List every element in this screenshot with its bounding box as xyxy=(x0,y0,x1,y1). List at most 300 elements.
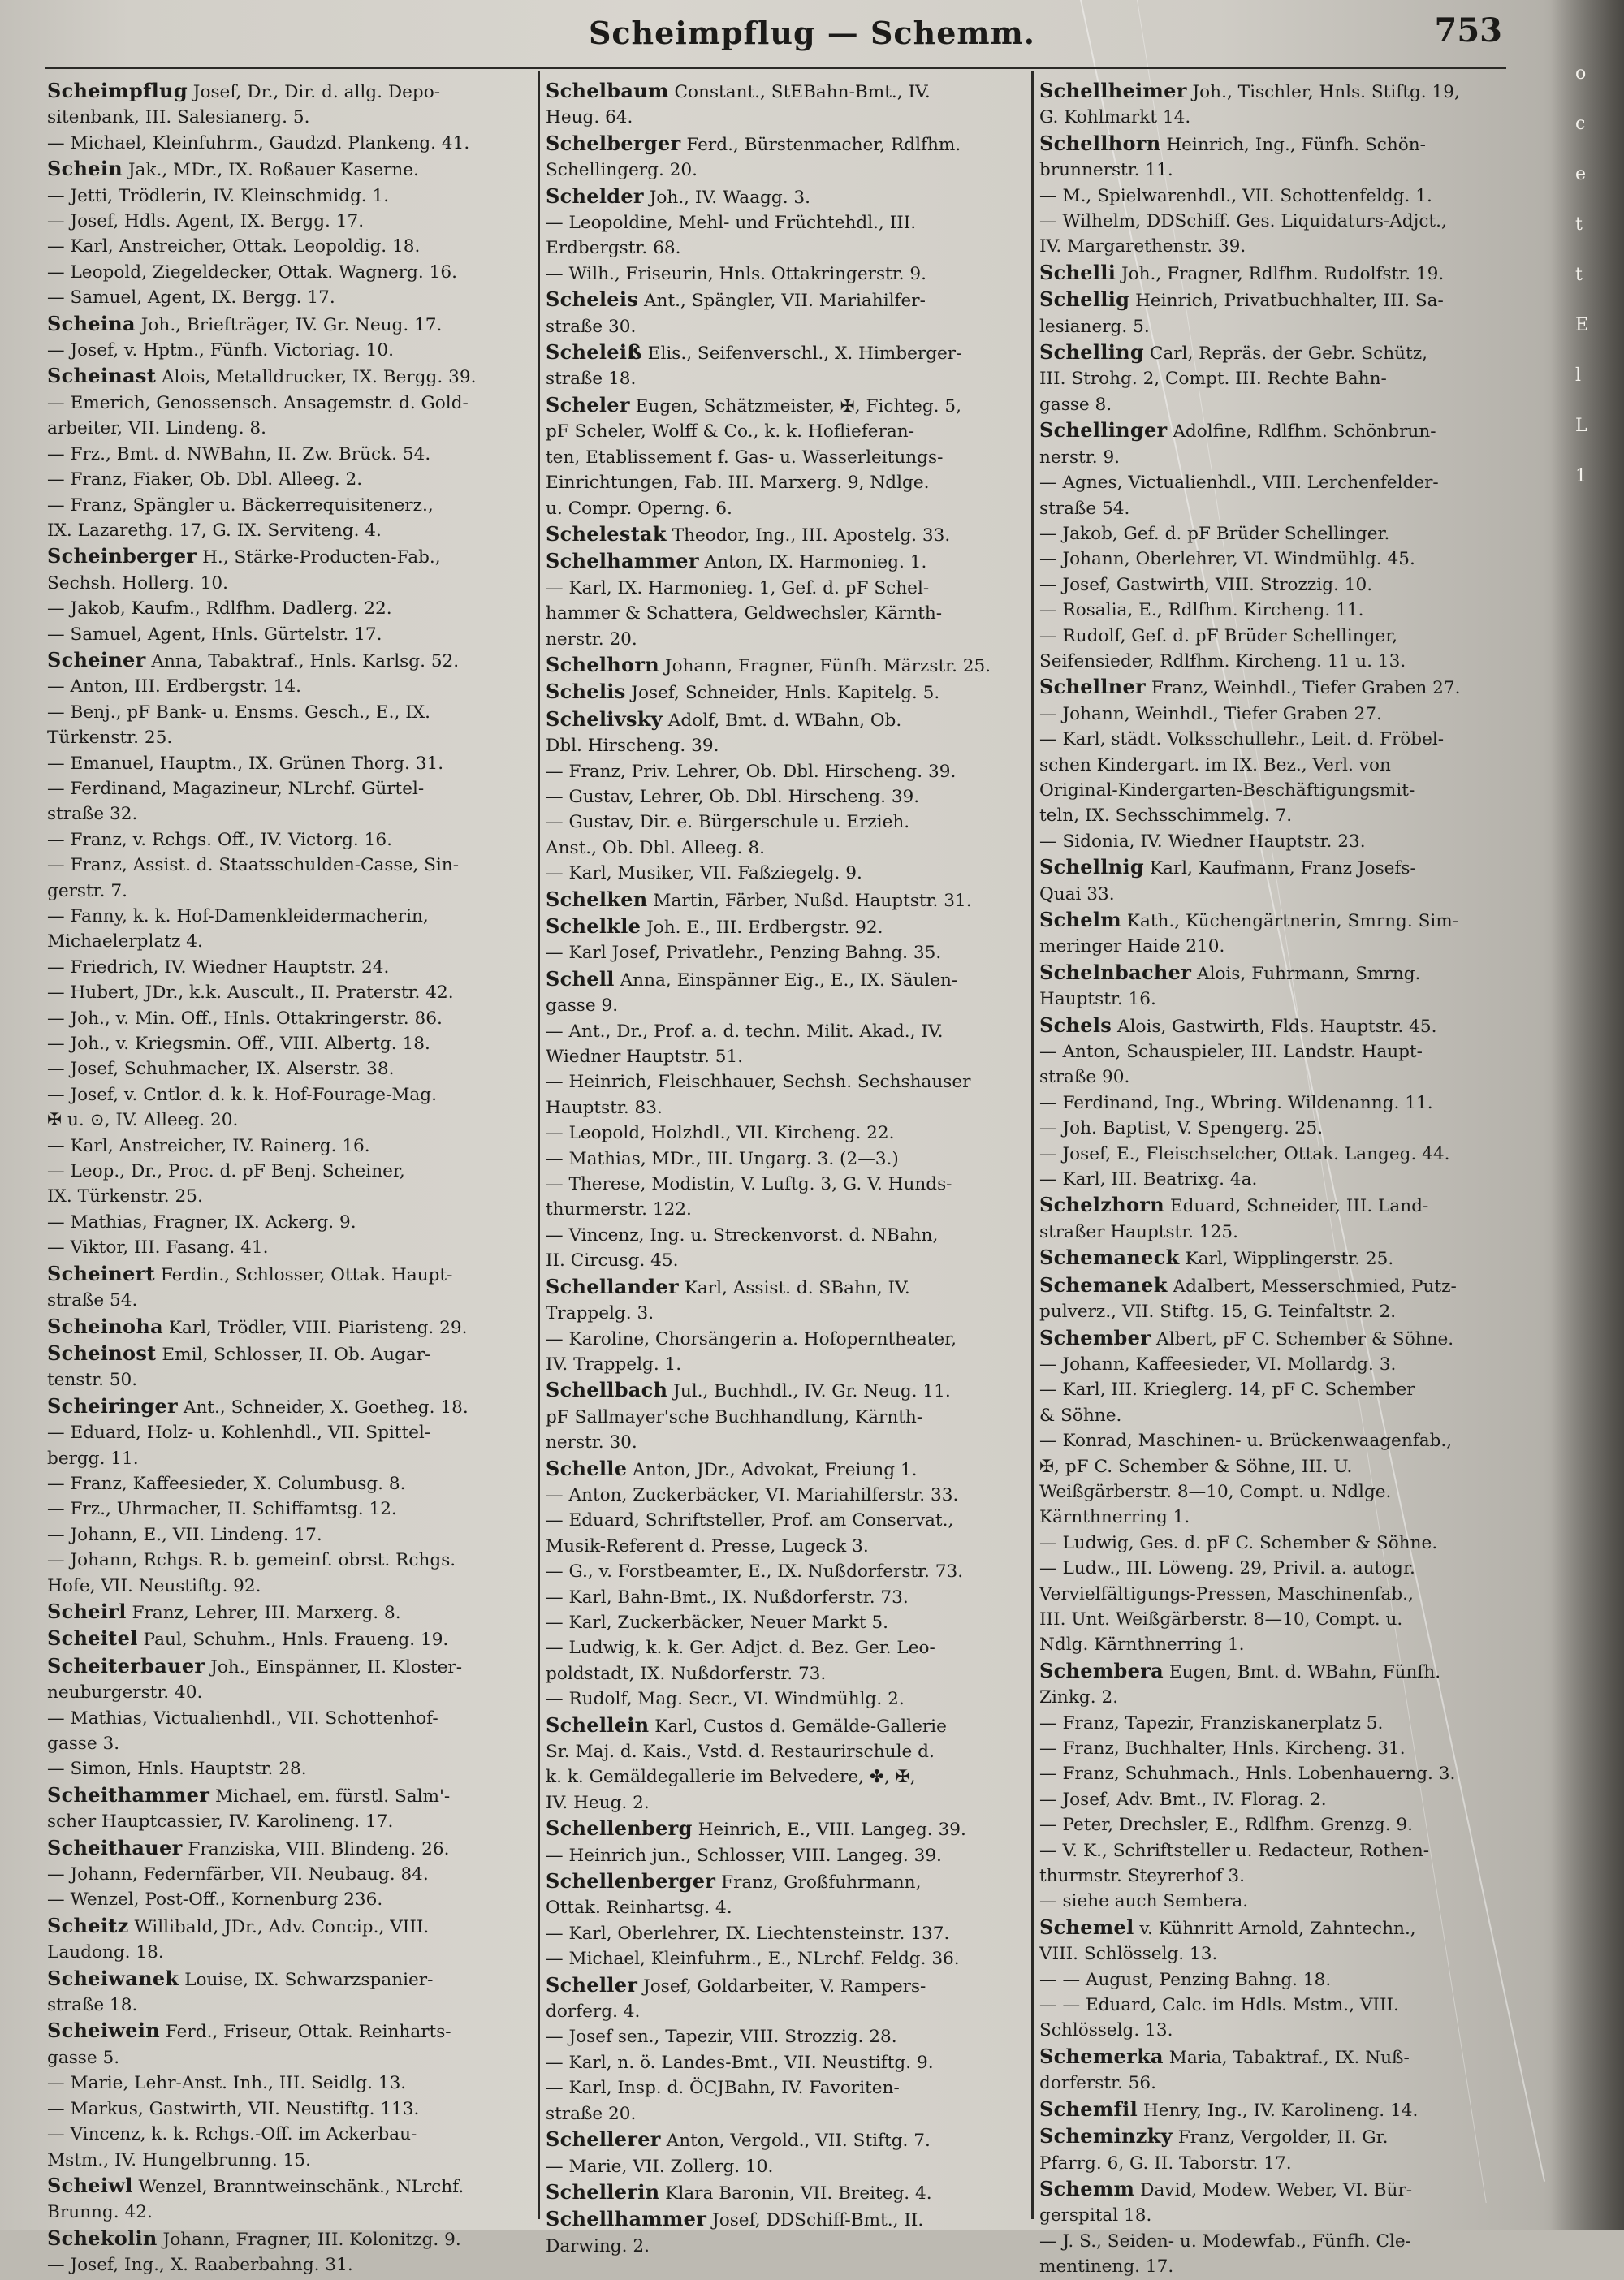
entry-line: — Karl Josef, Privatlehr., Penzing Bahng. 35. xyxy=(546,943,942,964)
entry-line: Sr. Maj. d. Kais., Vstd. d. Restaurirschule d. xyxy=(546,1742,935,1762)
entry-line: — Mathias, MDr., III. Ungarg. 3. (2—3.) xyxy=(546,1148,899,1169)
directory-entry xyxy=(1039,521,1510,546)
directory-entry xyxy=(546,2050,1033,2075)
directory-entry xyxy=(47,1235,534,1260)
entry-surname: Schelling xyxy=(1039,340,1144,365)
directory-entry xyxy=(47,285,534,310)
entry-line: — Konrad, Maschinen- u. Brückenwaagenfab., xyxy=(1039,1431,1453,1452)
entry-line: Schein Jak., MDr., IX. Roßauer Kaserne. xyxy=(47,157,419,181)
entry-line: mentineng. 17. xyxy=(1039,2256,1174,2278)
directory-entry xyxy=(47,647,534,674)
entry-surname: Scheinberger xyxy=(47,544,197,568)
directory-entry xyxy=(1039,960,1510,1013)
directory-entry xyxy=(546,1635,1033,1686)
entry-line: — Johann, Oberlehrer, VI. Windmühlg. 45. xyxy=(1039,549,1415,570)
directory-entry xyxy=(47,674,534,699)
directory-entry xyxy=(1039,339,1510,417)
entry-line: Scheiwein Ferd., Friseur, Ottak. Reinharts- xyxy=(47,2019,451,2043)
entry-line: Schellingerg. 20. xyxy=(546,160,698,181)
directory-entry xyxy=(47,1913,534,1966)
entry-surname: Scheminzky xyxy=(1039,2124,1173,2148)
entry-line: Mstm., IV. Hungelbrunng. 15. xyxy=(47,2149,311,2170)
directory-entry xyxy=(1039,184,1510,209)
entry-line: neuburgerstr. 40. xyxy=(47,1682,203,1704)
entry-surname: Schembera xyxy=(1039,1658,1164,1682)
entry-line: meringer Haide 210. xyxy=(1039,936,1225,957)
entry-line: Schemfil Henry, Ing., IV. Karolineng. 14. xyxy=(1039,2096,1419,2121)
entry-line: — Karl, Oberlehrer, IX. Liechtensteinstr. 137. xyxy=(546,1923,950,1944)
directory-entry xyxy=(546,1585,1033,1610)
entry-line: — Joh., v. Min. Off., Hnls. Ottakringerstr. 86. xyxy=(47,1008,443,1029)
directory-entry xyxy=(47,1756,534,1781)
entry-line: gerstr. 7. xyxy=(47,880,127,901)
entry-line: Schellander Karl, Assist. d. SBahn, IV. xyxy=(546,1274,910,1298)
entry-surname: Schekolin xyxy=(47,2226,158,2250)
directory-entry xyxy=(546,521,1033,548)
entry-surname: Schellheimer xyxy=(1039,79,1187,102)
entry-line: Schellhammer Josef, DDSchiff-Bmt., II. xyxy=(546,2207,924,2231)
entry-line: — Joh., v. Kriegsmin. Off., VIII. Albertg. 18. xyxy=(47,1034,430,1055)
entry-line: Scheimpflug Josef, Dr., Dir. d. allg. Depo- xyxy=(47,79,441,102)
entry-surname: Schelis xyxy=(546,680,626,704)
entry-line: — Rosalia, E., Rdlfhm. Kircheng. 11. xyxy=(1039,600,1364,621)
directory-entry xyxy=(47,442,534,467)
entry-surname: Scheller xyxy=(546,1972,638,1997)
entry-line: — Simon, Hnls. Hauptstr. 28. xyxy=(47,1759,307,1780)
entry-surname: Schellig xyxy=(1039,287,1130,312)
entry-line: III. Strohg. 2, Compt. III. Rechte Bahn- xyxy=(1039,369,1387,390)
entry-line: — Anton, Schauspieler, III. Landstr. Haupt- xyxy=(1039,1042,1423,1063)
directory-entry xyxy=(47,2173,534,2226)
entry-line: — Rudolf, Gef. d. pF Brüder Schellinger, xyxy=(1039,625,1398,646)
entry-surname: Schelle xyxy=(546,1456,628,1480)
edge-mark: t xyxy=(1575,265,1583,285)
directory-entry xyxy=(47,853,534,904)
entry-line: — Johann, Federnfärber, VII. Neubaug. 84. xyxy=(47,1864,429,1885)
entry-line: Hauptstr. 83. xyxy=(546,1097,663,1118)
entry-surname: Schellerin xyxy=(546,2179,660,2204)
entry-line: schen Kindergart. im IX. Bez., Verl. von xyxy=(1039,754,1391,775)
entry-surname: Schellenberg xyxy=(546,1816,693,1841)
directory-entry xyxy=(47,260,534,285)
entry-line: — Vincenz, Ing. u. Streckenvorst. d. NBahn, xyxy=(546,1224,939,1246)
directory-entry xyxy=(47,1782,534,1835)
entry-surname: Schellander xyxy=(546,1274,679,1298)
entry-surname: Schellhorn xyxy=(1039,131,1161,155)
entry-surname: Schelder xyxy=(546,184,644,208)
directory-entry xyxy=(1039,2176,1510,2229)
directory-entry xyxy=(47,543,534,596)
directory-entry xyxy=(1039,78,1510,131)
entry-line: — M., Spielwarenhdl., VII. Schottenfeldg. 1. xyxy=(1039,185,1432,206)
directory-entry xyxy=(47,131,534,156)
entry-line: straße 18. xyxy=(546,369,637,390)
entry-line: — Ludwig, Ges. d. pF C. Schember & Söhne. xyxy=(1039,1532,1438,1553)
entry-line: hammer & Schattera, Geldwechsler, Kärnth- xyxy=(546,603,943,624)
entry-line: Schellig Heinrich, Privatbuchhalter, III. Sa- xyxy=(1039,287,1444,312)
directory-entry xyxy=(1039,287,1510,339)
directory-entry xyxy=(546,1559,1033,1584)
directory-entry xyxy=(1039,702,1510,727)
entry-line: straße 20. xyxy=(546,2103,637,2124)
entry-line: — Frz., Uhrmacher, II. Schiffamtsg. 12. xyxy=(47,1499,397,1520)
directory-entry xyxy=(47,2071,534,2096)
entry-line: — Emanuel, Hauptm., IX. Grünen Thorg. 31. xyxy=(47,753,444,774)
entry-line: IV. Trappelg. 1. xyxy=(546,1354,682,1375)
entry-line: — Jetti, Trödlerin, IV. Kleinschmidg. 1. xyxy=(47,185,390,206)
entry-surname: Schelbaum xyxy=(546,79,669,102)
entry-line: Scheitel Paul, Schuhm., Hnls. Fraueng. 19. xyxy=(47,1626,449,1651)
entry-line: Schlösselg. 13. xyxy=(1039,2020,1173,2041)
directory-entry xyxy=(1039,131,1510,184)
entry-line: G. Kohlmarkt 14. xyxy=(1039,107,1191,128)
directory-entry xyxy=(1039,1192,1510,1245)
directory-entry xyxy=(1039,1013,1510,1039)
entry-line: scher Hauptcassier, IV. Karolineng. 17. xyxy=(47,1811,394,1833)
entry-line: — Franz, Buchhalter, Hnls. Kircheng. 31. xyxy=(1039,1738,1406,1759)
edge-mark: l xyxy=(1575,365,1582,386)
entry-line: nerstr. 30. xyxy=(546,1432,637,1453)
directory-entry xyxy=(47,78,534,131)
entry-line: Schellhorn Heinrich, Ing., Fünfh. Schön- xyxy=(1039,131,1426,155)
entry-line: — Karl, Insp. d. ÖCJBahn, IV. Favoriten- xyxy=(546,2078,900,2099)
directory-entry xyxy=(546,2154,1033,2179)
entry-surname: Schellerer xyxy=(546,2127,661,2152)
entry-surname: Schemfil xyxy=(1039,2096,1138,2121)
directory-entry xyxy=(1039,598,1510,623)
entry-line: — Marie, VII. Zollerg. 10. xyxy=(546,2156,774,2177)
directory-entry xyxy=(1039,1838,1510,1889)
entry-line: — Ant., Dr., Prof. a. d. techn. Milit. Akad., IV. xyxy=(546,1021,944,1042)
entry-line: — — August, Penzing Bahng. 18. xyxy=(1039,1969,1332,1990)
page-title: Scheimpflug — Schemm. xyxy=(588,15,1036,51)
entry-line: — Franz, Spängler u. Bäckerrequisitenerz., xyxy=(47,494,434,516)
entry-line: — Josef, Gastwirth, VIII. Strozzig. 10. xyxy=(1039,574,1373,595)
entry-line: Trappelg. 3. xyxy=(546,1303,654,1324)
directory-entry xyxy=(47,622,534,647)
directory-entry xyxy=(546,784,1033,810)
directory-column-1 xyxy=(47,78,534,2278)
entry-surname: Schelhammer xyxy=(546,549,699,573)
entry-line: — — Eduard, Calc. im Hdls. Mstm., VIII. xyxy=(1039,1995,1399,2016)
entry-line: VIII. Schlösselg. 13. xyxy=(1039,1944,1218,1965)
directory-entry xyxy=(546,940,1033,965)
entry-line: — Vincenz, k. k. Rchgs.-Off. im Ackerbau- xyxy=(47,2124,417,2145)
edge-mark: t xyxy=(1575,214,1583,235)
entry-line: gasse 9. xyxy=(546,995,619,1017)
directory-entry xyxy=(546,1508,1033,1559)
entry-line: brunnerstr. 11. xyxy=(1039,160,1173,181)
entry-surname: Scheler xyxy=(546,392,630,417)
directory-entry xyxy=(1039,572,1510,598)
entry-line: Wiedner Hauptstr. 51. xyxy=(546,1047,744,1068)
entry-line: Seifensieder, Rdlfhm. Kircheng. 11 u. 13. xyxy=(1039,650,1406,671)
directory-entry xyxy=(546,679,1033,706)
directory-entry xyxy=(1039,2229,1510,2280)
entry-line: Schellenberg Heinrich, E., VIII. Langeg. 39. xyxy=(546,1816,966,1841)
entry-line: Schemanek Adalbert, Messerschmied, Putz- xyxy=(1039,1272,1457,1297)
entry-line: — Gustav, Dir. e. Bürgerschule u. Erzieh. xyxy=(546,812,910,833)
entry-line: Schemel v. Kühnritt Arnold, Zahntechn., xyxy=(1039,1915,1416,1939)
entry-line: — Eduard, Schriftsteller, Prof. am Conservat., xyxy=(546,1510,954,1531)
entry-line: — Josef, E., Fleischselcher, Ottak. Langeg. 44. xyxy=(1039,1143,1450,1164)
entry-line: Schemaneck Karl, Wipplingerstr. 25. xyxy=(1039,1246,1394,1270)
book-edge-shadow xyxy=(1551,0,1624,2230)
entry-line: Scheleis Ant., Spängler, VII. Mariahilfer- xyxy=(546,287,926,312)
entry-line: — Michael, Kleinfuhrm., E., NLrchf. Feldg. 36. xyxy=(546,1949,960,1970)
entry-line: — Franz, Assist. d. Staatsschulden-Casse, Sin- xyxy=(47,855,459,876)
directory-entry xyxy=(47,751,534,776)
entry-line: lesianerg. 5. xyxy=(1039,316,1150,337)
directory-entry xyxy=(47,980,534,1005)
directory-entry xyxy=(546,1377,1033,1455)
directory-entry xyxy=(47,1393,534,1420)
directory-entry xyxy=(546,652,1033,679)
entry-surname: Scheinert xyxy=(47,1261,155,1285)
entry-surname: Scheleis xyxy=(546,287,639,312)
entry-line: Anst., Ob. Dbl. Alleeg. 8. xyxy=(546,837,765,858)
entry-line: Musik-Referent d. Presse, Lugeck 3. xyxy=(546,1535,869,1557)
entry-line: — Benj., pF Bank- u. Ensms. Gesch., E., IX. xyxy=(47,702,430,723)
directory-entry xyxy=(47,596,534,621)
directory-entry xyxy=(47,1261,534,1314)
directory-entry xyxy=(546,1019,1033,1070)
entry-line: straße 54. xyxy=(1039,498,1130,519)
entry-surname: Scheiwein xyxy=(47,2019,160,2043)
entry-line: Scheirl Franz, Lehrer, III. Marxerg. 8. xyxy=(47,1599,401,1623)
entry-line: — Samuel, Agent, IX. Bergg. 17. xyxy=(47,287,335,309)
entry-line: Scheithauer Franziska, VIII. Blindeng. 26. xyxy=(47,1835,450,1859)
entry-line: Michaelerplatz 4. xyxy=(47,931,203,952)
directory-entry xyxy=(47,1548,534,1599)
entry-line: — Samuel, Agent, Hnls. Gürtelstr. 17. xyxy=(47,624,382,645)
entry-surname: Schelli xyxy=(1039,260,1116,284)
directory-entry xyxy=(47,1082,534,1134)
edge-mark: o xyxy=(1575,63,1587,84)
entry-line: Scheiringer Ant., Schneider, X. Goetheg. 18. xyxy=(47,1393,469,1418)
entry-line: pF Sallmayer'sche Buchhandlung, Kärnth- xyxy=(546,1406,923,1427)
directory-entry xyxy=(546,2075,1033,2127)
entry-line: Schelli Joh., Fragner, Rdlfhm. Rudolfstr. 19. xyxy=(1039,260,1445,284)
directory-entry xyxy=(1039,1556,1510,1658)
entry-line: pF Scheler, Wolff & Co., k. k. Hoflieferan- xyxy=(546,421,914,443)
directory-entry xyxy=(546,1972,1033,2025)
entry-line: — Leopold, Holzhdl., VII. Kircheng. 22. xyxy=(546,1123,895,1144)
entry-surname: Schemel xyxy=(1039,1915,1134,1939)
entry-line: Scheiwanek Louise, IX. Schwarzspanier- xyxy=(47,1966,434,1990)
entry-line: Quai 33. xyxy=(1039,883,1115,905)
directory-entry xyxy=(546,810,1033,861)
entry-line: Schellnig Karl, Kaufmann, Franz Josefs- xyxy=(1039,855,1416,879)
directory-entry xyxy=(47,363,534,390)
directory-entry xyxy=(1039,2096,1510,2123)
directory-entry xyxy=(546,1121,1033,1146)
entry-line: Schelm Kath., Küchengärtnerin, Smrng. Sim- xyxy=(1039,908,1459,931)
entry-line: — Josef, v. Cntlor. d. k. k. Hof-Fourage-Mag. xyxy=(47,1084,437,1105)
entry-line: Scheinast Alois, Metalldrucker, IX. Bergg. 39. xyxy=(47,364,477,388)
entry-line: — Johann, Rchgs. R. b. gemeinf. obrst. Rchgs. xyxy=(47,1550,456,1571)
entry-surname: Schellner xyxy=(1039,675,1146,699)
page-header xyxy=(0,11,1624,63)
directory-entry xyxy=(47,1599,534,1626)
directory-entry xyxy=(47,156,534,183)
directory-entry xyxy=(1039,829,1510,854)
entry-line: — Sidonia, IV. Wiedner Hauptstr. 23. xyxy=(1039,831,1366,852)
entry-line: straße 90. xyxy=(1039,1067,1130,1088)
directory-entry xyxy=(546,392,1033,521)
directory-entry xyxy=(546,1868,1033,1921)
directory-entry xyxy=(546,261,1033,287)
directory-entry xyxy=(546,576,1033,652)
entry-surname: Scheirl xyxy=(47,1599,127,1623)
directory-entry xyxy=(1039,1428,1510,1531)
entry-line: — Johann, E., VII. Lindeng. 17. xyxy=(47,1524,322,1545)
entry-line: — Therese, Modistin, V. Luftg. 3, G. V. Hunds- xyxy=(546,1174,952,1195)
directory-entry xyxy=(47,2122,534,2173)
entry-line: IX. Lazarethg. 17, G. IX. Serviteng. 4. xyxy=(47,520,382,541)
entry-line: arbeiter, VII. Lindeng. 8. xyxy=(47,418,267,439)
edge-mark: e xyxy=(1575,164,1587,184)
entry-line: Schembera Eugen, Bmt. d. WBahn, Fünfh. xyxy=(1039,1658,1441,1682)
entry-line: Scheminzky Franz, Vergolder, II. Gr. xyxy=(1039,2124,1389,2148)
directory-entry xyxy=(1039,1245,1510,1272)
entry-line: — Anton, Zuckerbäcker, VI. Mariahilferstr. 33. xyxy=(546,1484,959,1505)
entry-line: — Franz, Schuhmach., Hnls. Lobenhauerng. 3. xyxy=(1039,1764,1456,1785)
directory-entry xyxy=(47,209,534,234)
directory-entry xyxy=(47,1887,534,1912)
directory-entry xyxy=(546,548,1033,575)
entry-line: gasse 8. xyxy=(1039,394,1112,415)
entry-line: — Viktor, III. Fasang. 41. xyxy=(47,1237,269,1259)
entry-line: thurmerstr. 122. xyxy=(546,1199,692,1220)
entry-line: Vervielfältigungs-Pressen, Maschinenfab., xyxy=(1039,1583,1414,1604)
entry-line: — Rudolf, Mag. Secr., VI. Windmühlg. 2. xyxy=(546,1689,905,1710)
entry-surname: Schelestak xyxy=(546,521,667,546)
entry-surname: Schelivsky xyxy=(546,706,663,731)
directory-entry xyxy=(47,1835,534,1862)
directory-entry xyxy=(47,827,534,853)
entry-line: — siehe auch Sembera. xyxy=(1039,1891,1249,1912)
directory-entry xyxy=(1039,1889,1510,1914)
entry-line: — Josef, Ing., X. Raaberbahng. 31. xyxy=(47,2255,353,2276)
entry-line: straße 54. xyxy=(47,1290,138,1311)
entry-line: — J. S., Seiden- u. Modewfab., Fünfh. Cle- xyxy=(1039,2230,1411,2252)
directory-entry xyxy=(1039,727,1510,829)
entry-line: dorferstr. 56. xyxy=(1039,2073,1157,2094)
directory-entry xyxy=(47,1471,534,1496)
entry-line: — Karl, III. Beatrixg. 4a. xyxy=(1039,1169,1258,1190)
entry-line: IV. Heug. 2. xyxy=(546,1792,650,1813)
entry-surname: Scheiterbauer xyxy=(47,1653,205,1678)
entry-line: — Agnes, Victualienhdl., VIII. Lerchenfelder- xyxy=(1039,473,1439,494)
entry-line: Einrichtungen, Fab. III. Marxerg. 9, Ndlge. xyxy=(546,473,930,494)
entry-line: IX. Türkenstr. 25. xyxy=(47,1186,203,1207)
directory-entry xyxy=(546,1456,1033,1483)
entry-line: thurmstr. Steyrerhof 3. xyxy=(1039,1866,1245,1887)
entry-line: — Franz, Fiaker, Ob. Dbl. Alleeg. 2. xyxy=(47,469,363,490)
directory-entry xyxy=(47,1522,534,1548)
directory-entry xyxy=(47,2096,534,2122)
directory-entry xyxy=(546,1686,1033,1712)
entry-surname: Schemerka xyxy=(1039,2044,1164,2068)
entry-surname: Schelzhorn xyxy=(1039,1193,1164,1217)
entry-surname: Scheiringer xyxy=(47,1393,178,1418)
entry-line: Schellenberger Franz, Großfuhrmann, xyxy=(546,1869,922,1894)
entry-line: Scheiner Anna, Tabaktraf., Hnls. Karlsg. 52. xyxy=(47,647,460,671)
entry-line: — Wenzel, Post-Off., Kornenburg 236. xyxy=(47,1889,383,1911)
entry-line: Schellerin Klara Baronin, VII. Breiteg. 4. xyxy=(546,2179,932,2204)
entry-surname: Scheitel xyxy=(47,1626,138,1651)
entry-line: Hauptstr. 16. xyxy=(1039,989,1156,1010)
entry-line: Türkenstr. 25. xyxy=(47,728,173,749)
entry-line: II. Circusg. 45. xyxy=(546,1250,679,1272)
entry-line: Schellbach Jul., Buchhdl., IV. Gr. Neug. 11. xyxy=(546,1378,951,1402)
entry-line: pulverz., VII. Stiftg. 15, G. Teinfaltstr. 2. xyxy=(1039,1302,1397,1323)
directory-entry xyxy=(546,1610,1033,1635)
entry-line: Schellerer Anton, Vergold., VII. Stiftg. 7. xyxy=(546,2127,931,2152)
entry-line: — Markus, Gastwirth, VII. Neustiftg. 113. xyxy=(47,2098,420,2119)
entry-line: Scheinoha Karl, Trödler, VIII. Piaristeng. 29. xyxy=(47,1314,468,1338)
entry-line: Ndlg. Kärnthnerring 1. xyxy=(1039,1634,1245,1656)
entry-line: nerstr. 9. xyxy=(1039,447,1121,468)
entry-surname: Schember xyxy=(1039,1325,1151,1349)
entry-line: Schelle Anton, JDr., Advokat, Freiung 1. xyxy=(546,1456,918,1480)
directory-entry xyxy=(47,1314,534,1341)
entry-line: — Karl, Zuckerbäcker, Neuer Markt 5. xyxy=(546,1612,889,1633)
directory-entry xyxy=(47,467,534,492)
directory-entry xyxy=(1039,1736,1510,1761)
entry-line: — Johann, Weinhdl., Tiefer Graben 27. xyxy=(1039,703,1382,724)
directory-entry xyxy=(546,861,1033,886)
entry-surname: Schellein xyxy=(546,1712,650,1737)
entry-line: Dbl. Hirscheng. 39. xyxy=(546,736,719,757)
entry-line: — Anton, III. Erdbergstr. 14. xyxy=(47,676,302,697)
directory-entry xyxy=(47,1006,534,1031)
entry-line: Schekolin Johann, Fragner, III. Kolonitzg. 9. xyxy=(47,2226,461,2250)
edge-mark: L xyxy=(1575,416,1587,436)
entry-line: Schellner Franz, Weinhdl., Tiefer Graben 27. xyxy=(1039,675,1461,699)
entry-line: — Jakob, Kaufm., Rdlfhm. Dadlerg. 22. xyxy=(47,598,392,620)
page-number: 753 xyxy=(1434,11,1502,50)
directory-entry xyxy=(1039,2123,1510,2176)
directory-column-2 xyxy=(546,78,1033,2259)
entry-surname: Scheinoha xyxy=(47,1314,163,1338)
directory-entry xyxy=(47,776,534,827)
entry-line: — Fanny, k. k. Hof-Damenkleidermacherin, xyxy=(47,906,429,926)
entry-line: — Hubert, JDr., k.k. Auscult., II. Praterstr. 42. xyxy=(47,982,454,1004)
entry-line: — Josef, Hdls. Agent, IX. Bergg. 17. xyxy=(47,211,365,232)
directory-entry xyxy=(1039,1272,1510,1325)
directory-entry xyxy=(47,1420,534,1471)
header-rule xyxy=(45,67,1506,69)
entry-line: — Karl, n. ö. Landes-Bmt., VII. Neustiftg. 9. xyxy=(546,2052,934,2073)
directory-entry xyxy=(546,1172,1033,1223)
entry-line: — Johann, Kaffeesieder, VI. Mollardg. 3. xyxy=(1039,1354,1397,1375)
entry-line: — G., v. Forstbeamter, E., IX. Nußdorferstr. 73. xyxy=(546,1561,964,1583)
directory-entry xyxy=(546,1274,1033,1327)
entry-line: Scheinert Ferdin., Schlosser, Ottak. Haupt- xyxy=(47,1261,453,1285)
entry-line: Schemm David, Modew. Weber, VI. Bür- xyxy=(1039,2176,1413,2200)
entry-line: Scheleiß Elis., Seifenverschl., X. Himberger- xyxy=(546,340,962,365)
directory-entry xyxy=(1039,260,1510,287)
directory-entry xyxy=(546,1712,1033,1816)
entry-line: nerstr. 20. xyxy=(546,628,637,650)
directory-entry xyxy=(546,1816,1033,1842)
directory-entry xyxy=(546,887,1033,913)
directory-entry xyxy=(1039,1116,1510,1141)
directory-entry xyxy=(546,913,1033,940)
entry-line: III. Unt. Weißgärberstr. 8—10, Compt. u. xyxy=(1039,1609,1403,1630)
